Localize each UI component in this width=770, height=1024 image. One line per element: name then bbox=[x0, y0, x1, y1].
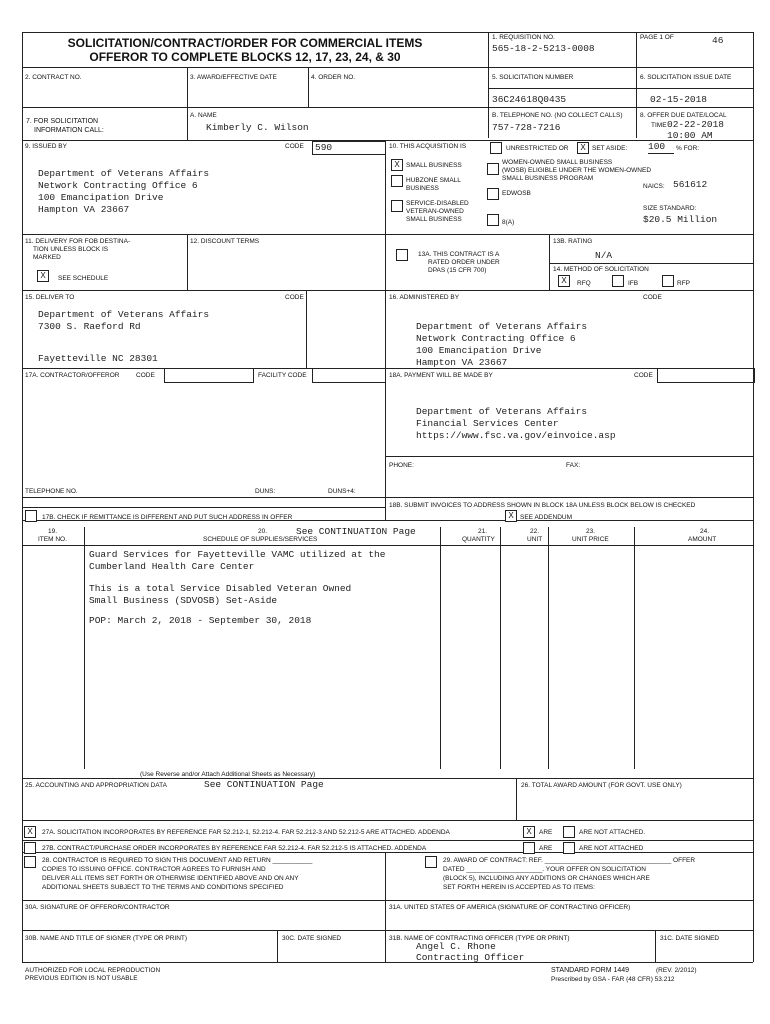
schedule-line-2: Cumberland Health Care Center bbox=[89, 561, 255, 572]
naics-value[interactable]: 561612 bbox=[673, 179, 708, 190]
schedule-line-7: POP: March 2, 2018 - September 30, 2018 bbox=[89, 615, 312, 626]
page-count: 46 bbox=[712, 35, 724, 46]
divider bbox=[22, 778, 753, 779]
divider bbox=[440, 527, 441, 769]
divider bbox=[22, 507, 385, 508]
divider bbox=[634, 527, 635, 769]
hubzone-label-1: HUBZONE SMALL bbox=[406, 177, 461, 184]
divider bbox=[308, 67, 309, 107]
award-contract-l4: SET FORTH HEREIN IS ACCEPTED AS TO ITEMS: bbox=[443, 884, 595, 891]
col-22-num: 22. bbox=[530, 528, 540, 535]
co-signature-label: 31A. UNITED STATES OF AMERICA (SIGNATURE OF CONTRACTING OFFICER) bbox=[389, 904, 631, 911]
issued-by-line-3: 100 Emancipation Drive bbox=[38, 192, 164, 203]
frame-top bbox=[22, 32, 753, 33]
divider bbox=[385, 456, 753, 457]
acquisition-label: 10. THIS ACQUISITION IS bbox=[389, 143, 467, 150]
small-business-checkbox[interactable]: X bbox=[391, 159, 403, 171]
col-item-no: ITEM NO. bbox=[38, 536, 67, 543]
rfq-checkbox[interactable]: X bbox=[558, 275, 570, 287]
fob-label-2: TION UNLESS BLOCK IS bbox=[33, 246, 109, 253]
contractor-sign-checkbox[interactable] bbox=[24, 856, 36, 868]
deliver-to-label: 15. DELIVER TO bbox=[25, 294, 75, 301]
ifb-checkbox[interactable] bbox=[612, 275, 624, 287]
divider bbox=[277, 930, 278, 962]
solicitation-number-label: 5. SOLICITATION NUMBER bbox=[492, 74, 574, 81]
far-27b-label: 27B. CONTRACT/PURCHASE ORDER INCORPORATES BY REFERENCE FAR 52.212-4. FAR 52.212-5 IS ATTACHED. ADDENDA bbox=[42, 845, 427, 852]
additional-sheets-note: (Use Reverse and/or Attach Additional Sheets as Necessary) bbox=[140, 771, 316, 778]
discount-terms-label: 12. DISCOUNT TERMS bbox=[190, 238, 260, 245]
rfp-checkbox[interactable] bbox=[662, 275, 674, 287]
frame-right bbox=[753, 32, 754, 962]
dpas-checkbox[interactable] bbox=[396, 249, 408, 261]
rating-value[interactable]: N/A bbox=[595, 250, 613, 261]
info-call-label-1: 7. FOR SOLICITATION bbox=[26, 118, 99, 125]
award-contract-l3: (BLOCK 5), INCLUDING ANY ADDITIONS OR CHANGES WHICH ARE bbox=[443, 875, 650, 882]
divider bbox=[516, 778, 517, 820]
col-quantity: QUANTITY bbox=[462, 536, 495, 543]
divider bbox=[22, 820, 753, 821]
form-title-line1: SOLICITATION/CONTRACT/ORDER FOR COMMERCIAL ITEMS bbox=[67, 36, 423, 50]
ifb-label: IFB bbox=[628, 280, 639, 287]
divider bbox=[549, 263, 753, 264]
remittance-label: 17B. CHECK IF REMITTANCE IS DIFFERENT AND PUT SUCH ADDRESS IN OFFER bbox=[42, 514, 293, 521]
set-aside-checkbox[interactable]: X bbox=[577, 142, 589, 154]
size-standard-value[interactable]: $20.5 Million bbox=[643, 214, 718, 225]
divider bbox=[548, 527, 549, 769]
percent-for-label: % FOR: bbox=[676, 145, 700, 152]
divider bbox=[22, 290, 753, 291]
co-name: Angel C. Rhone bbox=[416, 941, 496, 952]
issued-by-line-2: Network Contracting Office 6 bbox=[38, 180, 198, 191]
footer-prescribed: Prescribed by GSA - FAR (48 CFR) 53.212 bbox=[551, 976, 675, 983]
rfp-label: RFP bbox=[677, 280, 690, 287]
sdvosb-label-1: SERVICE-DISABLED bbox=[406, 200, 469, 207]
contractor-sign-l1: 28. CONTRACTOR IS REQUIRED TO SIGN THIS DOCUMENT AND RETURN ___________ bbox=[42, 857, 313, 864]
fax-label: FAX: bbox=[566, 462, 581, 469]
27b-are-checkbox[interactable] bbox=[523, 842, 535, 854]
issued-by-code: 590 bbox=[315, 142, 333, 153]
addendum-label: SEE ADDENDUM bbox=[520, 514, 573, 521]
award-contract-l2: DATED _____________________. YOUR OFFER ON SOLICITATION bbox=[443, 866, 646, 873]
col-19-num: 19. bbox=[48, 528, 58, 535]
offer-due-label: 8. OFFER DUE DATE/LOCAL bbox=[640, 112, 727, 119]
deliver-to-code-label: CODE bbox=[285, 294, 304, 301]
divider bbox=[488, 88, 753, 89]
divider bbox=[187, 67, 188, 107]
divider bbox=[22, 67, 753, 68]
page-label: PAGE 1 OF bbox=[640, 34, 674, 41]
footer-previous-edition: PREVIOUS EDITION IS NOT USABLE bbox=[25, 975, 138, 982]
edwosb-checkbox[interactable] bbox=[487, 188, 499, 200]
payment-code-input[interactable] bbox=[657, 368, 755, 383]
issued-by-line-4: Hampton VA 23667 bbox=[38, 204, 130, 215]
divider bbox=[22, 545, 753, 546]
divider bbox=[22, 900, 753, 901]
rfq-label: RFQ bbox=[577, 280, 591, 287]
administered-by-line-3: 100 Emancipation Drive bbox=[416, 345, 542, 356]
contractor-code-label: CODE bbox=[136, 372, 155, 379]
administered-by-label: 16. ADMINISTERED BY bbox=[389, 294, 460, 301]
divider bbox=[306, 290, 307, 368]
deliver-to-line-5: Fayetteville NC 28301 bbox=[38, 353, 158, 364]
info-call-label-2: INFORMATION CALL: bbox=[34, 127, 104, 134]
submit-invoices-label: 18B. SUBMIT INVOICES TO ADDRESS SHOWN IN BLOCK 18A UNLESS BLOCK BELOW IS CHECKED bbox=[389, 502, 696, 509]
divider bbox=[385, 140, 386, 520]
footer-revision: (REV. 2/2012) bbox=[656, 967, 697, 974]
far-27b-checkbox[interactable] bbox=[24, 842, 36, 854]
col-unit-price: UNIT PRICE bbox=[572, 536, 609, 543]
issued-by-line-1: Department of Veterans Affairs bbox=[38, 168, 210, 179]
wosb-checkbox[interactable] bbox=[487, 163, 499, 175]
facility-code-input[interactable] bbox=[312, 368, 386, 383]
offer-due-date[interactable]: 02-22-2018 bbox=[667, 119, 725, 130]
accounting-label: 25. ACCOUNTING AND APPROPRIATION DATA bbox=[25, 782, 167, 789]
deliver-to-line-2: 7300 S. Raeford Rd bbox=[38, 321, 141, 332]
divider bbox=[22, 140, 753, 141]
divider bbox=[22, 107, 753, 108]
divider bbox=[187, 234, 188, 290]
co-name-label: 31B. NAME OF CONTRACTING OFFICER (TYPE OR PRINT) bbox=[389, 935, 570, 942]
col-23-num: 23. bbox=[586, 528, 596, 535]
award-contract-checkbox[interactable] bbox=[425, 856, 437, 868]
contractor-telephone-label: TELEPHONE NO. bbox=[25, 488, 78, 495]
divider bbox=[22, 497, 753, 498]
name-label: A. NAME bbox=[190, 112, 217, 119]
27b-not-attached-label: ARE NOT ATTACHED bbox=[579, 845, 644, 852]
wosb-label-3: SMALL BUSINESS PROGRAM bbox=[502, 175, 594, 182]
signer-name-label: 30B. NAME AND TITLE OF SIGNER (TYPE OR PRINT) bbox=[25, 935, 188, 942]
col-schedule: SCHEDULE OF SUPPLIES/SERVICES bbox=[203, 536, 318, 543]
divider bbox=[636, 32, 637, 138]
telephone-label: B. TELEPHONE NO. (NO COLLECT CALLS) bbox=[492, 112, 623, 119]
eight-a-checkbox[interactable] bbox=[487, 214, 499, 226]
sdvosb-label-3: SMALL BUSINESS bbox=[406, 216, 462, 223]
contractor-sign-l3: DELIVER ALL ITEMS SET FORTH OR OTHERWISE IDENTIFIED ABOVE AND ON ANY bbox=[42, 875, 299, 882]
issued-by-label: 9. ISSUED BY bbox=[25, 143, 67, 150]
schedule-line-4: This is a total Service Disabled Veteran Owned bbox=[89, 583, 352, 594]
solicitation-number-value[interactable]: 36C24618Q0435 bbox=[492, 94, 567, 105]
contractor-sign-l4: ADDITIONAL SHEETS SUBJECT TO THE TERMS AND CONDITIONS SPECIFIED bbox=[42, 884, 284, 891]
dpas-label-2: RATED ORDER UNDER bbox=[428, 259, 500, 266]
issued-by-code-label: CODE bbox=[285, 143, 304, 150]
eight-a-label: 8(A) bbox=[502, 219, 515, 226]
small-business-label: SMALL BUSINESS bbox=[406, 162, 462, 169]
addendum-checkbox[interactable]: X bbox=[505, 510, 517, 522]
award-date-label: 3. AWARD/EFFECTIVE DATE bbox=[190, 74, 277, 81]
footer-form-name: STANDARD FORM 1449 bbox=[551, 967, 630, 974]
see-schedule-checkbox[interactable]: X bbox=[37, 270, 49, 282]
contractor-code-input[interactable] bbox=[164, 368, 254, 383]
deliver-to-line-1: Department of Veterans Affairs bbox=[38, 309, 210, 320]
col-unit: UNIT bbox=[527, 536, 543, 543]
27b-not-attached-checkbox[interactable] bbox=[563, 842, 575, 854]
rating-label: 13B. RATING bbox=[553, 238, 593, 245]
order-no-label: 4. ORDER NO. bbox=[311, 74, 356, 81]
far-27a-checkbox[interactable]: X bbox=[24, 826, 36, 838]
issue-date-value[interactable]: 02-15-2018 bbox=[650, 94, 708, 105]
requisition-label: 1. REQUISITION NO. bbox=[492, 34, 555, 41]
administered-by-line-1: Department of Veterans Affairs bbox=[416, 321, 588, 332]
divider bbox=[22, 234, 753, 235]
accounting-value: See CONTINUATION Page bbox=[204, 779, 324, 790]
col-amount: AMOUNT bbox=[688, 536, 717, 543]
administered-by-line-2: Network Contracting Office 6 bbox=[416, 333, 576, 344]
divider bbox=[22, 840, 753, 841]
payment-line-3: https://www.fsc.va.gov/einvoice.asp bbox=[416, 430, 616, 441]
hubzone-label-2: BUSINESS bbox=[406, 185, 439, 192]
phone-label: PHONE: bbox=[389, 462, 414, 469]
method-label: 14. METHOD OF SOLICITATION bbox=[553, 266, 649, 273]
footer-reproduction: AUTHORIZED FOR LOCAL REPRODUCTION bbox=[25, 967, 161, 974]
remittance-checkbox[interactable] bbox=[25, 510, 37, 522]
administered-by-code-label: CODE bbox=[643, 294, 662, 301]
set-aside-label: SET ASIDE: bbox=[592, 145, 628, 152]
27a-not-attached-label: ARE NOT ATTACHED. bbox=[579, 829, 646, 836]
co-date-label: 31C. DATE SIGNED bbox=[660, 935, 720, 942]
award-contract-l1: 29. AWARD OF CONTRACT: REF. ___________________________________ OFFER bbox=[443, 857, 696, 864]
contract-no-label: 2. CONTRACT NO. bbox=[25, 74, 82, 81]
col-21-num: 21. bbox=[478, 528, 488, 535]
edwosb-label: EDWOSB bbox=[502, 190, 531, 197]
wosb-label-2: (WOSB) ELIGIBLE UNDER THE WOMEN-OWNED bbox=[502, 167, 652, 174]
schedule-line-5: Small Business (SDVOSB) Set-Aside bbox=[89, 595, 278, 606]
frame-bottom bbox=[22, 962, 753, 963]
divider bbox=[22, 368, 753, 369]
duns-label: DUNS: bbox=[255, 488, 276, 495]
co-title: Contracting Officer bbox=[416, 952, 525, 963]
naics-label: NAICS: bbox=[643, 183, 665, 190]
issue-date-label: 6. SOLICITATION ISSUE DATE bbox=[640, 74, 732, 81]
wosb-label-1: WOMEN-OWNED SMALL BUSINESS bbox=[502, 159, 613, 166]
set-aside-percent[interactable]: 100 bbox=[648, 141, 674, 154]
dpas-label-1: 13A. THIS CONTRACT IS A bbox=[418, 251, 500, 258]
27a-are-checkbox[interactable]: X bbox=[523, 826, 535, 838]
time-label: TIME bbox=[651, 122, 667, 129]
form-title-line2: OFFEROR TO COMPLETE BLOCKS 12, 17, 23, 24, & 30 bbox=[89, 50, 401, 64]
contractor-sign-l2: COPIES TO ISSUING OFFICE. CONTRACTOR AGREES TO FURNISH AND bbox=[42, 866, 266, 873]
payment-by-label: 18A. PAYMENT WILL BE MADE BY bbox=[389, 372, 493, 379]
contact-name[interactable]: Kimberly C. Wilson bbox=[206, 122, 309, 133]
divider bbox=[655, 930, 656, 962]
fob-label-3: MARKED bbox=[33, 254, 61, 261]
hubzone-checkbox[interactable] bbox=[391, 175, 403, 187]
divider bbox=[22, 930, 753, 931]
27a-not-attached-checkbox[interactable] bbox=[563, 826, 575, 838]
offeror-signature-label: 30A. SIGNATURE OF OFFEROR/CONTRACTOR bbox=[25, 904, 170, 911]
divider bbox=[488, 32, 489, 138]
facility-code-label: FACILITY CODE bbox=[258, 372, 307, 379]
see-schedule-label: SEE SCHEDULE bbox=[58, 275, 109, 282]
requisition-value[interactable]: 565-18-2-5213-0008 bbox=[492, 43, 595, 54]
dpas-label-3: DPAS (15 CFR 700) bbox=[428, 267, 487, 274]
signer-date-label: 30C. DATE SIGNED bbox=[282, 935, 342, 942]
contractor-label: 17A. CONTRACTOR/OFFEROR bbox=[25, 372, 120, 379]
duns4-label: DUNS+4: bbox=[328, 488, 356, 495]
telephone-value[interactable]: 757-728-7216 bbox=[492, 122, 561, 133]
unrestricted-checkbox[interactable] bbox=[490, 142, 502, 154]
payment-line-2: Financial Services Center bbox=[416, 418, 559, 429]
27b-are-label: ARE bbox=[539, 845, 553, 852]
schedule-line-1: Guard Services for Fayetteville VAMC utilized at the bbox=[89, 549, 386, 560]
far-27a-label: 27A. SOLICITATION INCORPORATES BY REFERENCE FAR 52.212-1, 52.212-4. FAR 52.212-3 AND 52.212-5 ARE ATTACHED. ADDENDA bbox=[42, 829, 450, 836]
27a-are-label: ARE bbox=[539, 829, 553, 836]
offer-due-time[interactable]: 10:00 AM bbox=[667, 130, 713, 141]
divider bbox=[84, 527, 85, 769]
unrestricted-label: UNRESTRICTED OR bbox=[506, 145, 569, 152]
fob-label-1: 11. DELIVERY FOR FOB DESTINA- bbox=[25, 238, 131, 245]
divider bbox=[187, 107, 188, 140]
payment-line-1: Department of Veterans Affairs bbox=[416, 406, 588, 417]
divider bbox=[500, 527, 501, 769]
sdvosb-label-2: VETERAN-OWNED bbox=[406, 208, 464, 215]
size-standard-label: SIZE STANDARD: bbox=[643, 205, 697, 212]
sdvosb-checkbox[interactable] bbox=[391, 200, 403, 212]
total-award-label: 26. TOTAL AWARD AMOUNT (FOR GOVT. USE ONLY) bbox=[521, 782, 682, 789]
divider bbox=[549, 234, 550, 290]
col-20-num: 20. bbox=[258, 528, 268, 535]
administered-by-line-4: Hampton VA 23667 bbox=[416, 357, 508, 368]
schedule-continuation-note: See CONTINUATION Page bbox=[296, 526, 416, 537]
divider bbox=[385, 852, 386, 962]
col-24-num: 24. bbox=[700, 528, 710, 535]
payment-code-label: CODE bbox=[634, 372, 653, 379]
